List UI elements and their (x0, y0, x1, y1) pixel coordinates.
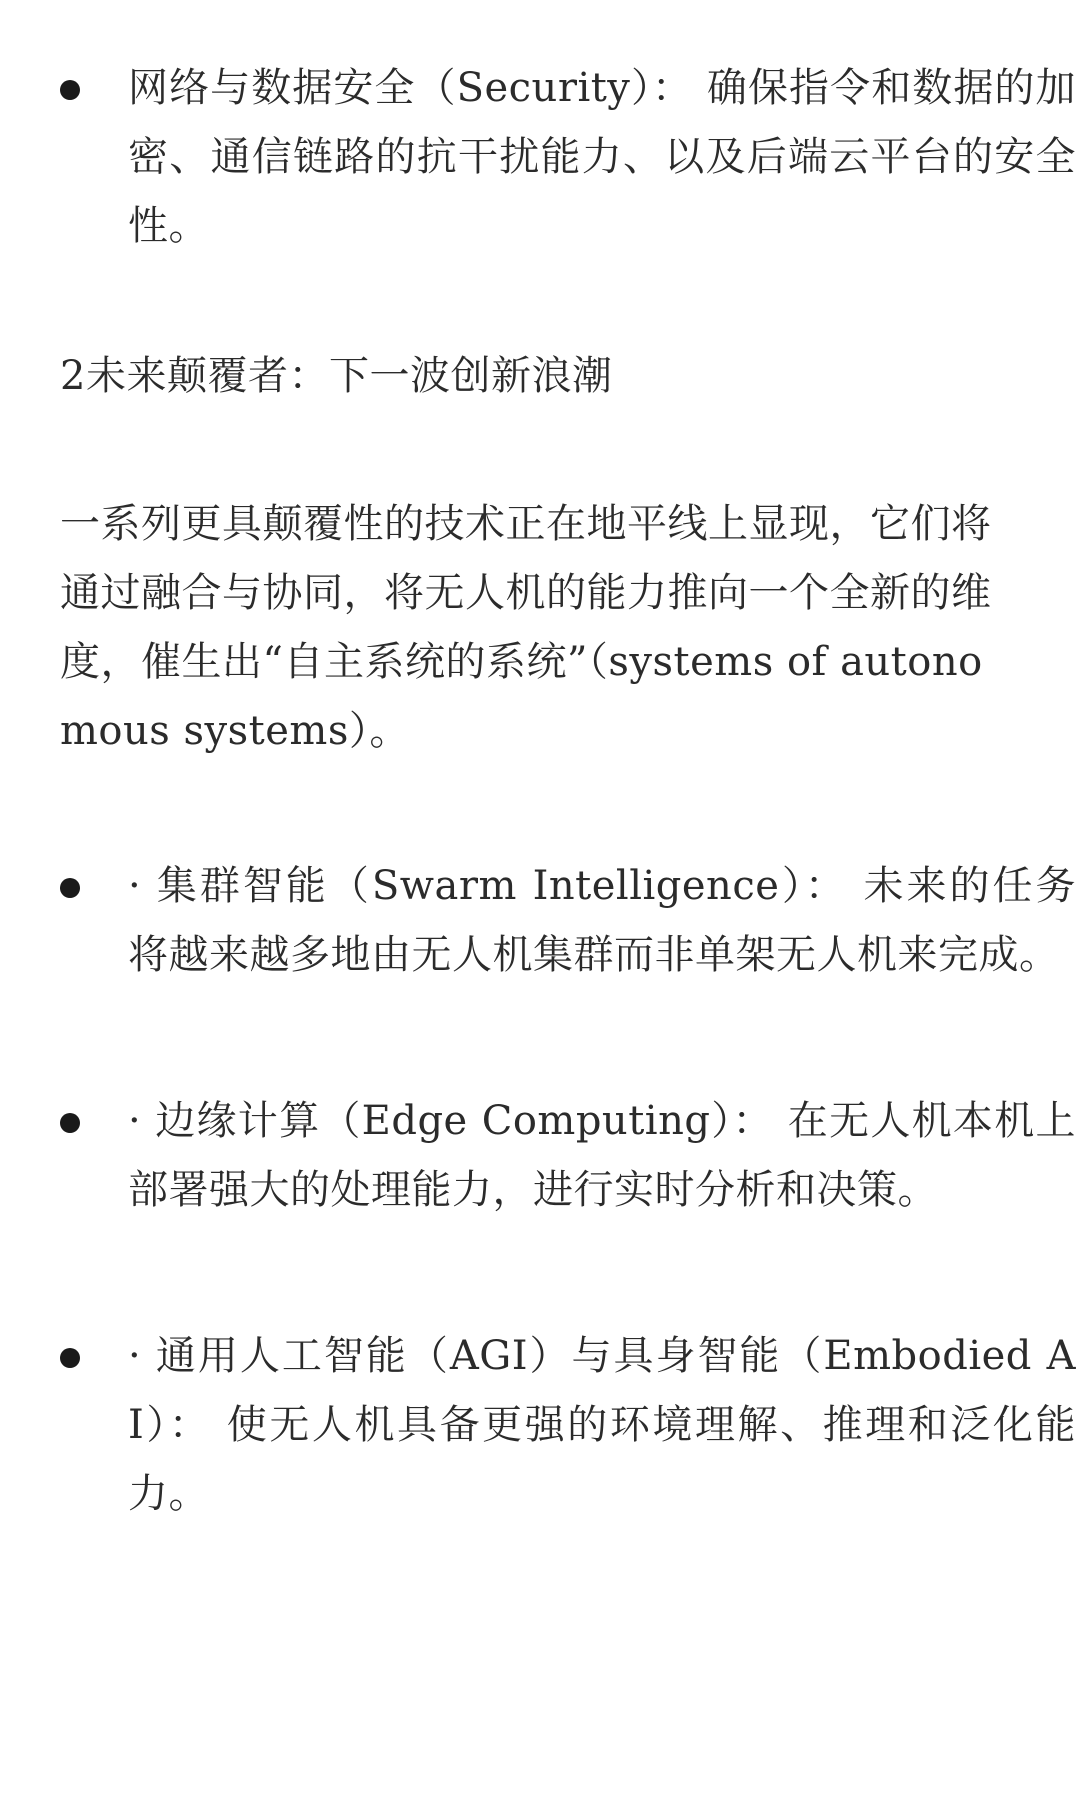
list-item-text: · 集群智能（Swarm Intelligence）： 未来的任务将越来越多地由无人机集群而非单架无人机来完成。 (128, 863, 1076, 978)
intro-paragraph: 一系列更具颠覆性的技术正在地平线上显现，它们将通过融合与协同，将无人机的能力推向一个全新的维度，催生出“自主系统的系统”（systems of autonomous systems）。 (60, 501, 992, 754)
list-item-agi (60, 1322, 1076, 1532)
list-item-edge (60, 1087, 1076, 1297)
bullet-icon (60, 80, 80, 100)
list-item-security (60, 54, 1076, 264)
list-item-text: 网络与数据安全（Security）： 确保指令和数据的加密、通信链路的抗干扰能力、以及后端云平台的安全性。 (128, 65, 1076, 249)
bullet-icon (60, 1348, 80, 1368)
list-item-swarm (60, 852, 1076, 1062)
bullet-icon (60, 1113, 80, 1133)
list-item-text: · 通用人工智能（AGI）与具身智能（Embodied AI）： 使无人机具备更强的环境理解、推理和泛化能力。 (128, 1333, 1076, 1517)
list-item-text: · 边缘计算（Edge Computing）： 在无人机本机上部署强大的处理能力，进行实时分析和决策。 (128, 1098, 1076, 1213)
bullet-icon (60, 878, 80, 898)
section-heading: 2未来颠覆者：下一波创新浪潮 (60, 353, 613, 399)
